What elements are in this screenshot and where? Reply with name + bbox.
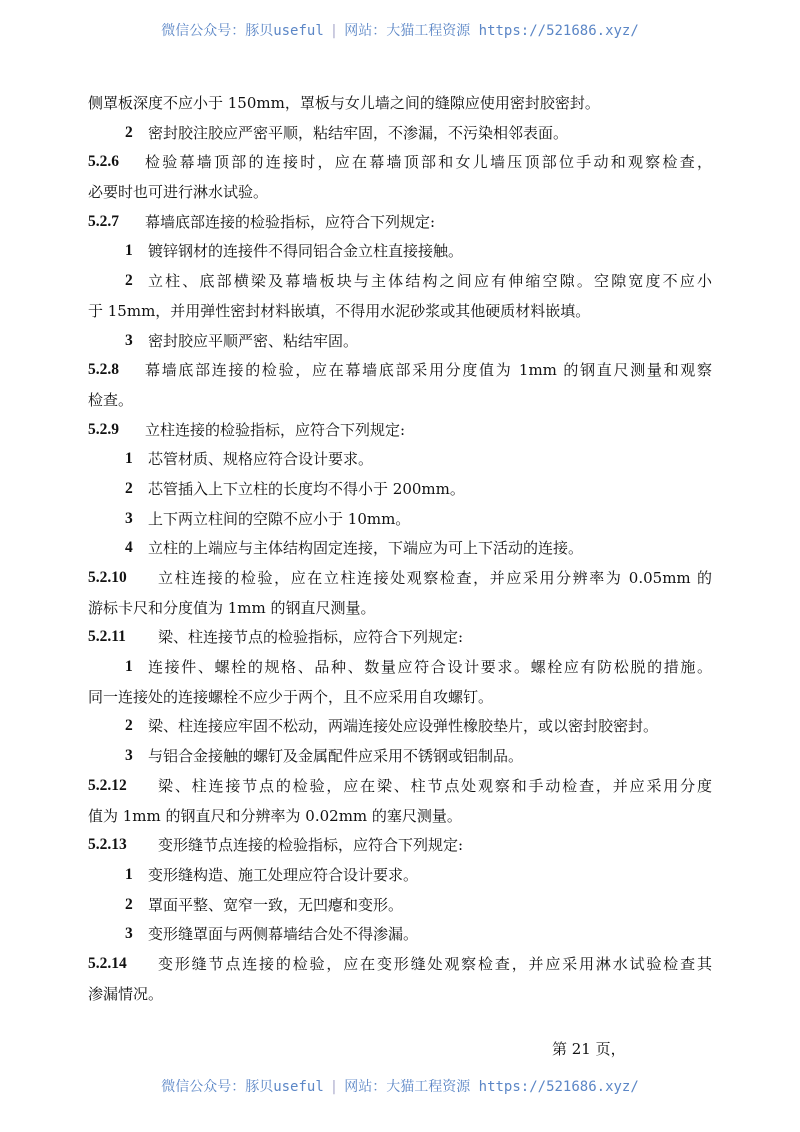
- continuation-line: [88, 983, 712, 1013]
- clause-line: [88, 775, 712, 805]
- line-text: 立柱、底部横梁及幕墙板块与主体结构之间应有伸缩空隙。空隙宽度不应小: [148, 272, 712, 291]
- list-item-line: [88, 330, 712, 360]
- clause-number: 5.2.12: [88, 776, 127, 794]
- clause-line: [88, 151, 712, 181]
- footer-watermark: [0, 1076, 800, 1096]
- continuation-line: [88, 92, 712, 122]
- clause-number: 5.2.11: [88, 628, 126, 646]
- line-text: 立柱连接的检验指标，应符合下列规定:: [145, 420, 406, 439]
- item-number: 1: [125, 658, 133, 676]
- watermark-separator: |: [329, 23, 339, 39]
- continuation-line: [88, 389, 712, 419]
- clause-line: [88, 834, 712, 864]
- watermark-website: 网站：大猫工程资源 https://521686.xyz/: [344, 23, 639, 39]
- list-item-line: [88, 537, 712, 567]
- list-item-line: [88, 448, 712, 478]
- line-text: 幕墙底部连接的检验，应在幕墙底部采用分度值为 1mm 的钢直尺测量和观察: [145, 361, 712, 380]
- line-text: 同一连接处的连接螺栓不应少于两个，且不应采用自攻螺钉。: [88, 687, 494, 706]
- watermark-wechat: 微信公众号：豚贝useful: [161, 23, 324, 39]
- item-number: 4: [125, 539, 133, 557]
- line-text: 必要时也可进行淋水试验。: [88, 183, 269, 202]
- list-item-line: [88, 478, 712, 508]
- continuation-line: [88, 597, 712, 627]
- header-watermark: [0, 20, 800, 40]
- continuation-line: [88, 686, 712, 716]
- line-text: 于 15mm，并用弹性密封材料嵌填，不得用水泥砂浆或其他硬质材料嵌填。: [88, 301, 591, 320]
- line-text: 立柱连接的检验，应在立柱连接处观察检查，并应采用分辨率为 0.05mm 的: [158, 569, 712, 587]
- clause-number: 5.2.6: [88, 153, 119, 171]
- continuation-line: [88, 181, 712, 211]
- list-item-line: [88, 745, 712, 775]
- clause-number: 5.2.8: [88, 361, 119, 379]
- list-item-line: [88, 240, 712, 270]
- line-text: 变形缝节点连接的检验指标，应符合下列规定:: [158, 836, 464, 855]
- line-text: 梁、柱连接节点的检验，应在梁、柱节点处观察和手动检查，并应采用分度: [158, 776, 712, 795]
- line-text: 游标卡尺和分度值为 1mm 的钢直尺测量。: [88, 598, 376, 617]
- line-text: 芯管插入上下立柱的长度均不得小于 200mm。: [148, 479, 465, 498]
- item-number: 2: [125, 895, 133, 913]
- item-number: 2: [125, 123, 133, 141]
- line-text: 变形缝节点连接的检验，应在变形缝处观察检查，并应采用淋水试验检查其: [158, 954, 712, 973]
- clause-number: 5.2.9: [88, 420, 119, 438]
- continuation-line: [88, 300, 712, 330]
- list-item-line: [88, 508, 712, 538]
- list-item-line: [88, 894, 712, 924]
- document-body: [88, 92, 712, 1012]
- line-text: 梁、柱连接应牢固不松动，两端连接处应设弹性橡胶垫片，或以密封胶密封。: [148, 717, 659, 736]
- watermark-separator: |: [329, 1079, 339, 1095]
- line-text: 密封胶应平顺严密、粘结牢固。: [148, 331, 359, 350]
- list-item-line: [88, 122, 712, 152]
- clause-number: 5.2.13: [88, 836, 127, 854]
- line-text: 变形缝构造、施工处理应符合设计要求。: [148, 865, 419, 884]
- item-number: 2: [125, 479, 133, 497]
- line-text: 检查。: [88, 390, 134, 409]
- clause-line: [88, 359, 712, 389]
- page-number: 第 21 页，: [552, 1040, 626, 1058]
- list-item-line: [88, 715, 712, 745]
- line-text: 渗漏情况。: [88, 984, 164, 1003]
- clause-line: [88, 626, 712, 656]
- item-number: 1: [125, 242, 133, 260]
- line-text: 变形缝罩面与两侧幕墙结合处不得渗漏。: [148, 925, 419, 944]
- line-text: 幕墙底部连接的检验指标，应符合下列规定:: [145, 212, 436, 231]
- watermark-wechat: 微信公众号：豚贝useful: [161, 1079, 324, 1095]
- continuation-line: [88, 805, 712, 835]
- item-number: 2: [125, 717, 133, 735]
- line-text: 芯管材质、规格应符合设计要求。: [148, 450, 374, 469]
- line-text: 上下两立柱间的空隙不应小于 10mm。: [148, 509, 411, 528]
- line-text: 梁、柱连接节点的检验指标，应符合下列规定:: [158, 628, 464, 647]
- item-number: 3: [125, 925, 133, 943]
- line-text: 立柱的上端应与主体结构固定连接，下端应为可上下活动的连接。: [148, 539, 584, 558]
- line-text: 镀锌钢材的连接件不得同铝合金立柱直接接触。: [148, 242, 464, 261]
- clause-line: [88, 953, 712, 983]
- clause-number: 5.2.7: [88, 212, 119, 230]
- item-number: 1: [125, 865, 133, 883]
- line-text: 检验幕墙顶部的连接时，应在幕墙顶部和女儿墙压顶部位手动和观察检查，: [145, 153, 712, 172]
- clause-number: 5.2.14: [88, 954, 127, 972]
- item-number: 2: [125, 272, 133, 290]
- line-text: 连接件、螺栓的规格、品种、数量应符合设计要求。螺栓应有防松脱的措施。: [148, 658, 712, 677]
- item-number: 3: [125, 509, 133, 527]
- line-text: 罩面平整、宽窄一致，无凹瘪和变形。: [148, 895, 404, 914]
- watermark-website: 网站：大猫工程资源 https://521686.xyz/: [344, 1079, 639, 1095]
- clause-line: [88, 567, 712, 597]
- list-item-line: [88, 656, 712, 686]
- clause-line: [88, 211, 712, 241]
- item-number: 3: [125, 747, 133, 765]
- list-item-line: [88, 270, 712, 300]
- item-number: 3: [125, 331, 133, 349]
- line-text: 密封胶注胶应严密平顺，粘结牢固，不渗漏，不污染相邻表面。: [148, 123, 569, 142]
- clause-number: 5.2.10: [88, 569, 127, 586]
- line-text: 侧罩板深度不应小于 150mm，罩板与女儿墙之间的缝隙应使用密封胶密封。: [88, 94, 600, 112]
- line-text: 与铝合金接触的螺钉及金属配件应采用不锈钢或铝制品。: [148, 747, 524, 766]
- clause-line: [88, 419, 712, 449]
- line-text: 值为 1mm 的钢直尺和分辨率为 0.02mm 的塞尺测量。: [88, 806, 462, 825]
- list-item-line: [88, 923, 712, 953]
- list-item-line: [88, 864, 712, 894]
- item-number: 1: [125, 450, 133, 468]
